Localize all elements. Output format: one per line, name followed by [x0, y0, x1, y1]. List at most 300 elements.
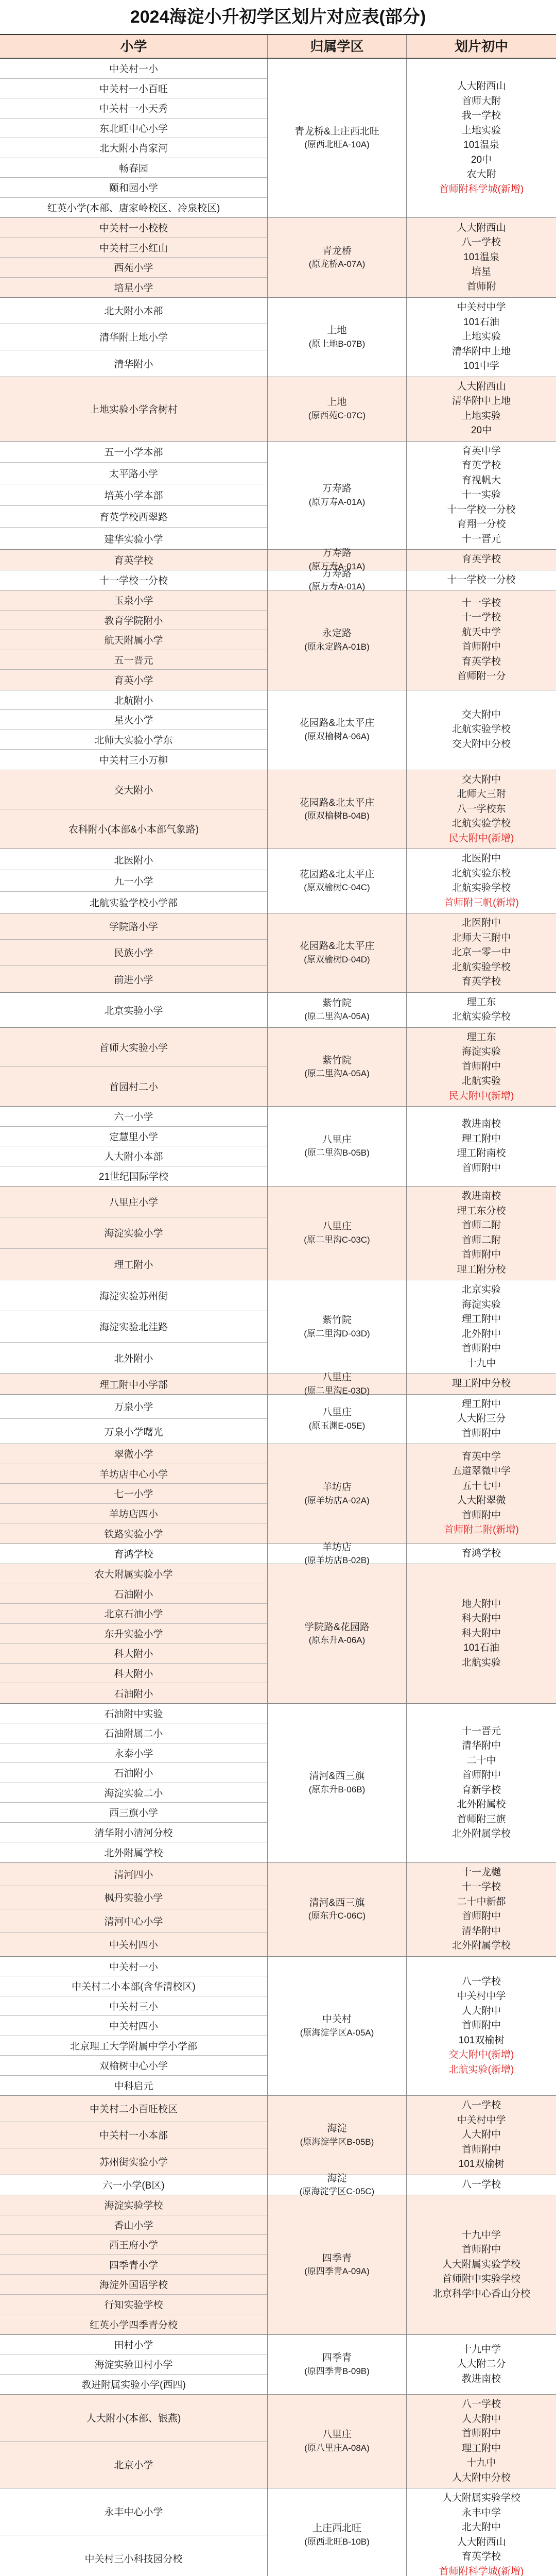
district-code: (原万寿A-01A) — [308, 497, 366, 507]
primary-school: 中关村一小天秀 — [0, 98, 267, 118]
district-name: 四季青 — [322, 2352, 352, 2364]
district-cell — [268, 1444, 407, 1544]
middle-school: 北航实验学校 — [451, 724, 511, 735]
middle-school: 交大附中分校 — [451, 738, 511, 750]
district-group — [0, 993, 556, 1028]
middle-school: 五道翠微中学 — [451, 1466, 511, 1477]
middle-school-list — [407, 2175, 556, 2195]
district-name: 紫竹院 — [322, 997, 352, 1009]
primary-school: 建华实验小学 — [104, 534, 163, 545]
middle-school: 八一学校 — [461, 1976, 501, 1987]
school-list — [0, 1704, 268, 1862]
district-name: 八里庄 — [322, 1134, 352, 1145]
district-cell — [268, 59, 407, 217]
primary-school: 五一小学本部 — [0, 442, 267, 463]
middle-school: 北航实验学校 — [451, 1011, 511, 1022]
middle-school: 北航实验学校 — [451, 883, 511, 893]
primary-school: 中关村一小百旺 — [0, 79, 267, 99]
district-cell — [268, 1187, 407, 1280]
district-group — [0, 59, 556, 218]
school-list — [0, 770, 268, 849]
school-list — [0, 1028, 268, 1107]
primary-school: 十一学校一分校 — [99, 575, 168, 587]
district-code: (原龙桥A-07A) — [308, 259, 366, 269]
middle-school: 首师二附 — [461, 1234, 501, 1246]
district-name: 紫竹院 — [322, 1055, 352, 1066]
primary-school: 香山小学 — [0, 2215, 267, 2235]
district-group — [0, 2195, 556, 2335]
district-group — [0, 2488, 556, 2576]
school-list — [0, 2096, 268, 2175]
middle-school-list — [407, 1444, 556, 1544]
middle-school-list — [407, 1564, 556, 1703]
primary-school: 北外附小 — [114, 1353, 153, 1365]
school-list — [0, 377, 268, 441]
middle-school-list — [407, 1863, 556, 1956]
primary-school: 清河四小 — [0, 1863, 267, 1886]
school-list — [0, 570, 268, 590]
district-group — [0, 2175, 556, 2196]
district-group — [0, 1444, 556, 1544]
district-code: (原二里沟C-03C) — [304, 1234, 370, 1245]
district-code: (原东升B-06B) — [308, 1784, 366, 1794]
middle-school: 20中 — [471, 154, 492, 165]
middle-school: 清华附中上地 — [451, 396, 511, 406]
district-name: 四季青 — [322, 2252, 352, 2264]
middle-school: 八一学校 — [461, 237, 501, 248]
middle-school: 首师附中 — [461, 2020, 501, 2031]
table-body — [0, 59, 556, 2576]
district-name: 青龙桥&上庄西北旺 — [294, 126, 379, 137]
middle-school: 人大附西山 — [457, 2536, 506, 2548]
district-cell — [268, 690, 407, 770]
middle-school: 北大附中 — [461, 2522, 501, 2533]
district-cell — [268, 1541, 407, 1566]
district-group — [0, 1704, 556, 1863]
district-name: 八里庄 — [322, 1372, 352, 1383]
district-group — [0, 1028, 556, 1107]
district-name: 花园路&北太平庄 — [299, 797, 375, 808]
middle-school: 首师附 — [466, 281, 496, 292]
school-list — [0, 2195, 268, 2334]
school-list — [0, 1544, 268, 1564]
district-cell — [268, 1107, 407, 1186]
district-group — [0, 1280, 556, 1374]
middle-school: 上地实验 — [461, 410, 501, 421]
district-group — [0, 218, 556, 298]
middle-school: 十一学校一分校 — [447, 574, 516, 585]
middle-school: 理工附南校 — [457, 1148, 506, 1159]
primary-school: 六一小学(B区) — [102, 2180, 165, 2192]
middle-school: 育视帆大 — [461, 474, 501, 486]
primary-school: 北医附小 — [0, 849, 267, 870]
primary-school: 中科启元 — [114, 2081, 153, 2092]
middle-school-list — [407, 1280, 556, 1374]
district-name: 万寿路 — [322, 548, 352, 559]
middle-school: 人大附属实验学校 — [442, 2259, 520, 2270]
middle-school: 北京一零一中 — [451, 947, 511, 958]
primary-school: 学院路小学 — [0, 913, 267, 940]
middle-school: 理工东分校 — [457, 1205, 506, 1216]
district-cell — [268, 218, 407, 297]
district-code: (原双榆树D-04D) — [304, 954, 370, 964]
middle-school: 育英学校 — [461, 554, 501, 565]
school-list — [0, 442, 268, 550]
middle-school-list — [407, 993, 556, 1027]
middle-school-list — [407, 1187, 556, 1280]
middle-school-list — [407, 1957, 556, 2096]
district-code: (原四季青B-09B) — [304, 2366, 370, 2376]
primary-school: 科大附小 — [0, 1664, 267, 1684]
middle-school: 101石油 — [463, 1642, 499, 1653]
middle-school-list — [407, 913, 556, 992]
table-header — [0, 35, 556, 59]
primary-school: 人大附小(本部、银燕) — [0, 2395, 267, 2442]
middle-school: 清华附中 — [461, 1925, 501, 1937]
district-code: (原四季青A-09A) — [304, 2266, 370, 2277]
district-group — [0, 442, 556, 550]
district-cell — [268, 2195, 407, 2334]
primary-school: 育英小学 — [114, 675, 153, 686]
middle-school-list — [407, 1028, 556, 1107]
primary-school: 西三旗小学 — [0, 1803, 267, 1823]
district-group — [0, 770, 556, 850]
primary-school: 北大附小本部 — [0, 298, 267, 324]
primary-school: 中关村二小百旺校区 — [0, 2096, 267, 2122]
primary-school: 中关村三小红山 — [0, 238, 267, 258]
district-name: 花园路&北太平庄 — [299, 869, 375, 880]
district-name: 清河&西三旗 — [309, 1897, 365, 1908]
middle-school: 首师附中实验学校 — [442, 2274, 520, 2284]
school-list — [0, 1280, 268, 1374]
middle-school: 20中 — [471, 425, 492, 436]
primary-school: 培英小学本部 — [0, 484, 267, 506]
middle-school: 101中学 — [463, 361, 499, 371]
school-list — [0, 1444, 268, 1544]
district-cell — [268, 913, 407, 992]
middle-school: 首师附中 — [461, 1770, 501, 1781]
primary-school: 理工附小 — [114, 1260, 153, 1271]
middle-school: 北京科学中心香山分校 — [432, 2288, 530, 2299]
district-name: 上庄西北旺 — [312, 2523, 361, 2534]
primary-school: 九一小学 — [0, 870, 267, 891]
district-code: (原东升A-06A) — [308, 1635, 366, 1646]
primary-school: 农科附小(本部&小本部气象路) — [68, 824, 199, 836]
middle-school-list — [407, 1374, 556, 1394]
district-cell — [268, 298, 407, 377]
middle-school: 首师附一分 — [457, 671, 506, 682]
school-list — [0, 2175, 268, 2195]
middle-school: 首师附中 — [461, 1510, 501, 1521]
district-code: (原二里沟B-05B) — [304, 1148, 370, 1158]
middle-school: 我一学校 — [461, 110, 501, 121]
primary-school: 太平路小学 — [0, 463, 267, 484]
district-code: (原二里沟A-05A) — [304, 1069, 370, 1079]
middle-school: 科大附中 — [461, 1628, 501, 1639]
middle-school: 民大附中(新增) — [448, 1090, 514, 1101]
middle-school: 首师附三旗 — [457, 1814, 506, 1825]
district-cell — [268, 590, 407, 690]
primary-school: 石油附属二小 — [0, 1723, 267, 1743]
page-title: 2024海淀小升初学区划片对应表(部分) — [0, 0, 556, 35]
middle-school: 101温泉 — [463, 140, 499, 150]
district-code: (原万寿A-01A) — [308, 561, 366, 571]
primary-school: 玉泉小学 — [0, 590, 267, 611]
district-name: 清河&西三旗 — [309, 1771, 365, 1782]
primary-school: 定慧里小学 — [0, 1127, 267, 1147]
middle-school: 中关村中学 — [457, 302, 506, 313]
school-list — [0, 1187, 268, 1280]
school-list — [0, 1957, 268, 2096]
middle-school: 育翔一分校 — [457, 519, 506, 530]
middle-school-list — [407, 442, 556, 550]
district-code: (原双榆树B-04B) — [304, 811, 370, 821]
primary-school: 石油附小 — [0, 1584, 267, 1604]
district-group — [0, 1395, 556, 1445]
middle-school: 北航实验学校 — [451, 818, 511, 829]
school-list — [0, 993, 268, 1027]
middle-school: 北医附中 — [461, 853, 501, 864]
primary-school: 北航实验学校小学部 — [89, 897, 178, 909]
school-list — [0, 1863, 268, 1956]
middle-school: 十九中学 — [461, 2344, 501, 2355]
middle-school: 首师附二附(新增) — [444, 1524, 519, 1536]
primary-school: 五一晋元 — [0, 650, 267, 670]
primary-school: 颐和园小学 — [0, 178, 267, 198]
district-cell — [268, 1280, 407, 1374]
middle-school: 十一实验 — [461, 489, 501, 500]
middle-school-list — [407, 2395, 556, 2488]
middle-school: 首师附三帆(新增) — [444, 897, 519, 908]
district-group — [0, 1107, 556, 1187]
middle-school-list — [407, 770, 556, 849]
primary-school: 中关村三小科技园分校 — [84, 2554, 183, 2565]
primary-school: 前进小学 — [114, 974, 153, 986]
middle-school: 北外附属学校 — [451, 1828, 511, 1839]
primary-school: 万泉小学 — [0, 1395, 267, 1419]
middle-school: 首师附中 — [461, 2144, 501, 2155]
primary-school: 石油附中实验 — [0, 1704, 267, 1724]
primary-school: 海淀实验学校 — [0, 2195, 267, 2215]
school-list — [0, 913, 268, 992]
primary-school: 交大附小 — [0, 770, 267, 809]
middle-school: 首师附中 — [461, 1061, 501, 1072]
middle-school: 育英中学 — [461, 445, 501, 456]
district-code: (原海淀学区A-05A) — [300, 2027, 374, 2038]
district-code: (原海淀学区B-05B) — [300, 2137, 374, 2147]
middle-school: 北师大三附 — [457, 789, 506, 800]
middle-school-list — [407, 298, 556, 377]
middle-school: 航天中学 — [461, 626, 501, 638]
middle-school: 人大附中 — [461, 2005, 501, 2016]
middle-school-list — [407, 2335, 556, 2395]
middle-school-list — [407, 550, 556, 570]
primary-school: 田村小学 — [0, 2335, 267, 2355]
school-list — [0, 550, 268, 570]
district-cell — [268, 1863, 407, 1956]
middle-school: 清华附中上地 — [451, 346, 511, 357]
district-name: 海淀 — [327, 2123, 347, 2134]
middle-school-list — [407, 2195, 556, 2334]
district-code: (原玉渊E-05E) — [308, 1420, 366, 1431]
middle-school: 北航实验 — [461, 1076, 501, 1087]
middle-school: 人大附中 — [461, 2413, 501, 2425]
primary-school: 中关村一小校校 — [0, 218, 267, 238]
primary-school: 科大附小 — [0, 1643, 267, 1664]
primary-school: 中关村四小 — [0, 2016, 267, 2036]
primary-school: 石油附小 — [0, 1763, 267, 1783]
district-cell — [268, 770, 407, 849]
primary-school: 枫丹实验小学 — [0, 1886, 267, 1909]
middle-school: 永丰中学 — [461, 2507, 501, 2518]
primary-school: 红英小学四季青分校 — [89, 2319, 178, 2331]
district-group — [0, 2096, 556, 2175]
school-list — [0, 849, 268, 913]
district-code: (原二里沟E-03D) — [304, 1385, 370, 1396]
primary-school: 西王府小学 — [0, 2235, 267, 2255]
middle-school: 教进南校 — [461, 1191, 501, 1201]
school-list — [0, 59, 268, 217]
district-code: (原羊坊店A-02A) — [304, 1495, 370, 1505]
district-name: 紫竹院 — [322, 1315, 352, 1326]
middle-school: 二十中新都 — [457, 1896, 506, 1907]
middle-school: 北医附中 — [461, 918, 501, 928]
district-code: (原万寿A-01A) — [308, 582, 366, 592]
district-name: 永定路 — [322, 628, 352, 639]
middle-school: 理工附中 — [461, 1133, 501, 1144]
primary-school: 中关村一小本部 — [0, 2122, 267, 2148]
primary-school: 海淀实验苏州街 — [0, 1280, 267, 1311]
primary-school: 东北旺中心小学 — [0, 118, 267, 139]
middle-school: 十一学校 — [461, 612, 501, 623]
district-group — [0, 913, 556, 993]
district-cell — [268, 442, 407, 550]
middle-school: 海淀实验 — [461, 1299, 501, 1310]
school-list — [0, 690, 268, 770]
district-group — [0, 1374, 556, 1395]
middle-school: 人大附属实验学校 — [442, 2493, 520, 2503]
district-group — [0, 550, 556, 570]
district-cell — [268, 1374, 407, 1394]
middle-school: 上地实验 — [461, 125, 501, 136]
middle-school: 人大附三分 — [457, 1413, 506, 1424]
middle-school: 育英中学 — [461, 1451, 501, 1462]
district-cell — [268, 1028, 407, 1107]
district-name: 羊坊店 — [322, 1482, 352, 1493]
primary-school: 行知实验学校 — [0, 2295, 267, 2315]
middle-school: 北航实验 — [461, 1657, 501, 1668]
middle-school: 十一晋元 — [461, 533, 501, 545]
district-cell — [268, 570, 407, 590]
primary-school: 海淀实验北洼路 — [0, 1311, 267, 1342]
middle-school: 育英学校 — [461, 976, 501, 987]
middle-school: 育英学校 — [461, 460, 501, 471]
middle-school: 理工东 — [466, 1031, 496, 1043]
primary-school: 北师大实验小学东 — [0, 730, 267, 750]
school-list — [0, 590, 268, 690]
middle-school: 理工附分校 — [457, 1264, 506, 1275]
middle-school: 十一龙樾 — [461, 1867, 501, 1878]
middle-school: 101石油 — [463, 316, 499, 328]
primary-school: 中关村四小 — [109, 1940, 158, 1951]
middle-school: 农大附 — [466, 169, 496, 180]
primary-school: 育英学校 — [114, 555, 153, 566]
district-cell — [268, 2488, 407, 2576]
primary-school: 海淀实验二小 — [0, 1783, 267, 1803]
primary-school: 七一小学 — [0, 1484, 267, 1504]
primary-school: 中关村三小 — [0, 1996, 267, 2016]
middle-school: 教进南校 — [461, 1118, 501, 1129]
primary-school: 民族小学 — [0, 940, 267, 966]
middle-school: 科大附中 — [461, 1613, 501, 1624]
middle-school: 中关村中学 — [457, 1991, 506, 2002]
middle-school: 十一学校 — [461, 597, 501, 608]
district-name: 羊坊店 — [322, 1541, 352, 1553]
middle-school: 育鸿学校 — [461, 1548, 501, 1559]
middle-school: 理工附中 — [461, 1314, 501, 1325]
middle-school-list — [407, 59, 556, 217]
middle-school-list — [407, 377, 556, 441]
middle-school: 理工附中分校 — [451, 1378, 511, 1389]
middle-school: 育新学校 — [461, 1784, 501, 1795]
primary-school: 八里庄小学 — [0, 1187, 267, 1217]
district-cell — [268, 1564, 407, 1703]
primary-school: 北大附小肖家河 — [0, 138, 267, 158]
school-list — [0, 1395, 268, 1444]
school-list — [0, 1374, 268, 1394]
primary-school: 清华附小清河分校 — [0, 1823, 267, 1843]
middle-school: 首师附科学城(新增) — [439, 2566, 524, 2576]
district-group — [0, 570, 556, 591]
district-group — [0, 590, 556, 690]
middle-school: 十九中 — [466, 2458, 496, 2468]
district-group — [0, 2335, 556, 2395]
district-name: 学院路&花园路 — [304, 1621, 370, 1633]
primary-school: 海淀实验小学 — [0, 1217, 267, 1248]
middle-school: 理工附中 — [461, 2443, 501, 2454]
district-cell — [268, 1395, 407, 1444]
district-code: (原西苑C-07C) — [308, 410, 366, 420]
middle-school: 101温泉 — [463, 251, 499, 263]
school-list — [0, 2335, 268, 2395]
primary-school: 海淀外国语学校 — [0, 2275, 267, 2295]
primary-school: 清华附上地小学 — [0, 324, 267, 350]
middle-school: 清华附中 — [461, 1740, 501, 1751]
district-cell — [268, 2175, 407, 2195]
primary-school: 中关村一小 — [0, 1957, 267, 1977]
primary-school: 北京实验小学 — [104, 1005, 163, 1016]
primary-school: 海淀实验田村小学 — [0, 2354, 267, 2375]
middle-school: 人大附中 — [461, 2129, 501, 2140]
middle-school: 中关村中学 — [457, 2114, 506, 2126]
primary-school: 双榆树中心小学 — [0, 2056, 267, 2076]
district-name: 花园路&北太平庄 — [299, 718, 375, 729]
district-group — [0, 849, 556, 913]
primary-school: 羊坊店中心小学 — [0, 1464, 267, 1484]
district-cell — [268, 849, 407, 913]
district-group — [0, 2395, 556, 2488]
middle-school: 首师附中 — [461, 2244, 501, 2255]
primary-school: 苏州街实验小学 — [99, 2157, 168, 2168]
primary-school: 翠微小学 — [0, 1444, 267, 1464]
middle-school: 十一晋元 — [461, 1725, 501, 1737]
primary-school: 首师大实验小学 — [0, 1028, 267, 1067]
school-list — [0, 2488, 268, 2576]
middle-school: 人大附西山 — [457, 222, 506, 233]
district-cell — [268, 1704, 407, 1862]
middle-school: 理工附中 — [461, 1398, 501, 1410]
primary-school: 首园村二小 — [109, 1082, 158, 1093]
